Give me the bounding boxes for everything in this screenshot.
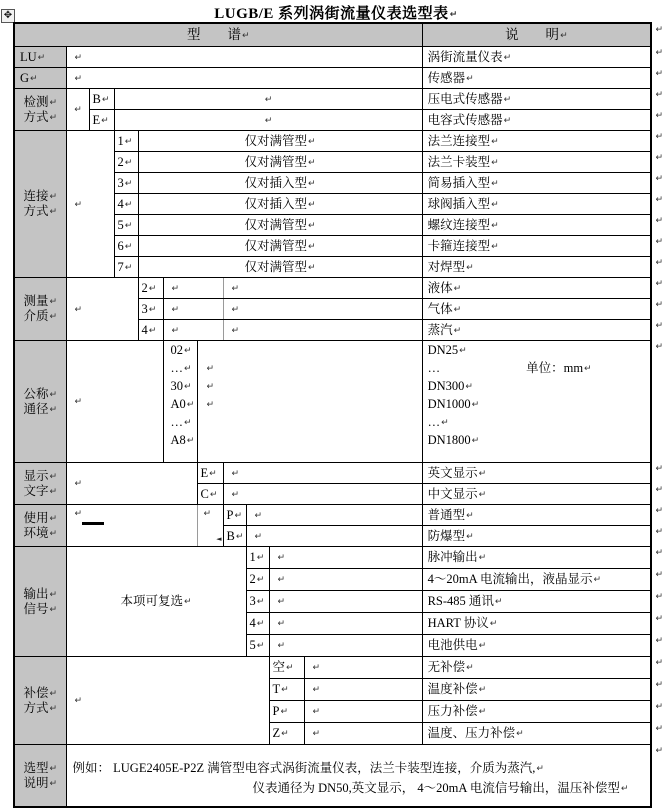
empty-cell [66,89,89,131]
paragraph-mark: ↵ [74,479,83,490]
desc-cell: RS-485 通讯↵ ↵ [422,591,651,613]
empty-cell [66,278,138,341]
row-end-mark: ↵ [655,570,664,580]
paragraph-mark: ↵ [49,389,58,400]
paragraph-mark: ↵ [256,597,265,608]
empty-cell [66,47,422,68]
paragraph-mark: ↵ [312,663,321,674]
row-end-mark: ↵ [655,527,664,537]
desc-cell: 法兰卡装型↵ ↵ [422,152,651,173]
row-end-mark: ↵ [655,614,664,624]
desc-cell: 电容式传感器↵ ↵ [422,110,651,131]
paragraph-mark: ↵ [312,707,321,718]
paragraph-mark: ↵ [124,241,133,252]
paragraph-mark: ↵ [516,729,524,740]
paragraph-mark: ↵ [101,94,110,105]
row-end-mark: ↵ [655,195,664,205]
table-row [14,89,651,110]
code-cell: E↵ [197,463,223,484]
empty-cell [269,635,422,657]
paragraph-mark: ↵ [264,94,273,105]
paragraph-mark: ↵ [74,304,83,315]
row-end-mark: ↵ [655,658,664,668]
paragraph-mark: ↵ [491,157,499,168]
dash-mark [82,522,104,525]
code-cell: C↵ [197,484,223,505]
paragraph-mark: ↵ [254,531,263,542]
paragraph-mark: ↵ [280,707,288,718]
empty-cell [163,299,223,320]
desc-cell: 压力补偿↵ ↵ [422,701,651,723]
empty-cell [66,505,197,547]
paragraph-mark: ↵ [503,94,512,105]
row-end-mark: ↵ [655,702,664,712]
row-label-connection-mode: 连接↵ 方式↵ [14,131,66,278]
paragraph-mark: ↵ [281,729,289,740]
paragraph-mark: ↵ [471,400,480,410]
paragraph-mark: ↵ [308,199,316,210]
paragraph-mark: ↵ [256,619,265,630]
multi-select-note: 本项可复选↵ [66,547,246,657]
desc-cell: 压电式传感器↵ ↵ [422,89,651,110]
desc-cell: 法兰连接型↵ ↵ [422,131,651,152]
empty-cell [246,526,422,547]
diameter-code-cell: 02↵ …↵ 30↵ A0↵ …↵ A8↵ [163,341,197,463]
paragraph-mark: ↵ [478,707,487,718]
empty-cell [223,484,422,505]
row-end-mark: ↵ [655,153,664,163]
desc-cell: 防爆型↵ ↵ [422,526,651,547]
header-model-spectrum: 型 谱↵ [14,23,422,47]
paragraph-mark: ↵ [536,763,544,774]
paragraph-mark: ↵ [74,696,83,707]
row-end-mark: ↵ [655,464,664,474]
paragraph-mark: ↵ [234,510,242,521]
paragraph-mark: ↵ [206,382,215,392]
row-label-output-signal: 输出↵ 信号↵ [14,547,66,657]
paragraph-mark: ↵ [308,178,316,189]
table-row [14,23,651,47]
table-move-handle-icon[interactable]: ✥ [1,9,15,23]
empty-cell [269,569,422,591]
note-cell: 仅对满管型↵ [138,215,422,236]
code-cell: P↵ [223,505,246,526]
row-end-mark: ↵ [655,237,664,247]
table-row [14,547,651,569]
desc-cell: 对焊型↵ ↵ [422,257,651,278]
code-cell: 7↵ [114,257,138,278]
desc-cell: 球阀插入型↵ ↵ [422,194,651,215]
paragraph-mark: ↵ [74,509,83,519]
note-cell: 仅对满管型↵ [138,152,422,173]
paragraph-mark: ↵ [231,304,240,315]
paragraph-mark: ↵ [49,471,58,482]
desc-cell: 涡街流量仪表↵ ↵ [422,47,651,68]
paragraph-mark: ↵ [124,199,133,210]
note-cell: 仅对满管型↵ [138,236,422,257]
note-cell: 仅对满管型↵ [138,131,422,152]
empty-cell [114,89,422,110]
desc-cell: 脉冲输出↵ ↵ [422,547,651,569]
row-end-mark: ↵ [655,636,664,646]
paragraph-mark: ↵ [148,325,157,336]
row-end-mark: ↵ [655,485,664,495]
paragraph-mark: ↵ [49,778,58,789]
code-cell: 3↵ [114,173,138,194]
paragraph-mark: ↵ [466,663,474,674]
paragraph-mark: ↵ [171,283,180,294]
paragraph-mark: ↵ [254,510,263,521]
empty-cell [304,723,422,745]
paragraph-mark: ↵ [277,597,286,608]
empty-cell [197,341,422,463]
paragraph-mark: ↵ [441,418,449,428]
row-end-mark: ↵ [655,680,664,690]
row-end-mark: ↵ [655,506,664,516]
paragraph-mark: ↵ [184,346,192,356]
desc-cell: 蒸汽↵ ↵ [422,320,651,341]
paragraph-mark: ↵ [286,663,294,674]
selection-table [13,22,664,808]
code-cell: P↵ [269,701,304,723]
paragraph-mark: ↵ [148,283,157,294]
paragraph-mark: ↵ [49,404,58,415]
paragraph-mark: ↵ [74,397,83,408]
paragraph-mark: ↵ [37,52,46,63]
empty-cell [223,320,422,341]
paragraph-mark: ↵ [478,489,487,500]
row-end-mark: ↵ [655,279,664,289]
selection-example-cell: 例如： LUGE2405E-P2Z 满管型电容式涡街流量仪表，法兰卡装型连接，介质为蒸汽,↵ 仪表通径为 DN50,英文显示， 4～20mA 电流信号输出，温压补偿型↵ ↵ [66,745,651,808]
paragraph-mark: ↵ [478,553,487,564]
paragraph-mark: ↵ [466,73,474,84]
code-cell: 5↵ [114,215,138,236]
table-row [14,505,651,526]
paragraph-mark: ↵ [49,513,58,524]
empty-cell [197,505,223,547]
paragraph-mark: ↵ [503,115,512,126]
paragraph-mark: ↵ [620,783,629,794]
paragraph-mark: ↵ [308,220,316,231]
paragraph-mark: ↵ [49,112,58,123]
desc-cell: HART 协议↵ ↵ [422,613,651,635]
desc-cell: 液体↵ ↵ [422,278,651,299]
paragraph-mark: ↵ [49,604,58,615]
note-cell: 仅对满管型↵ [138,257,422,278]
desc-cell: 中文显示↵ ↵ [422,484,651,505]
paragraph-mark: ↵ [466,531,474,542]
paragraph-mark: ↵ [453,304,462,315]
paragraph-mark: ↵ [560,31,568,42]
paragraph-mark: ↵ [124,262,133,273]
empty-cell [223,463,422,484]
row-label-detect-mode: 检测↵ 方式↵ [14,89,66,131]
desc-cell: 传感器↵ ↵ [422,68,651,89]
empty-cell [66,68,422,89]
diameter-desc-cell: DN25↵ … 单位：mm↵ DN300↵ DN1000↵ …↵ DN1800↵ ↵ [422,341,651,463]
desc-cell: 螺纹连接型↵ ↵ [422,215,651,236]
code-cell: 2↵ [138,278,163,299]
page-title: LUGB/E 系列涡街流量仪表选型表↵ [214,6,458,22]
paragraph-mark: ↵ [74,52,83,63]
paragraph-mark: ↵ [183,597,192,608]
unit-note: 单位：mm [526,361,584,375]
paragraph-mark: ↵ [312,729,321,740]
empty-cell [66,657,269,745]
code-cell: B↵ [89,89,114,110]
empty-cell [114,110,422,131]
paragraph-mark: ↵ [491,241,499,252]
paragraph-mark: ↵ [206,364,215,374]
row-label-selection-note: 选型↵ 说明↵ [14,745,66,808]
code-cell: 3↵ [246,591,269,613]
paragraph-mark: ↵ [256,641,265,652]
paragraph-mark: ↵ [184,418,192,428]
paragraph-mark: ↵ [449,10,458,20]
desc-cell: 温度、压力补偿↵ ↵ [422,723,651,745]
paragraph-mark: ↵ [209,489,218,500]
paragraph-mark: ↵ [489,619,498,630]
table-row [14,110,651,131]
code-cell: T↵ [269,679,304,701]
row-end-mark: ↵ [655,25,664,35]
paragraph-mark: ↵ [49,703,58,714]
row-end-mark: ↵ [655,48,664,58]
paragraph-mark: ↵ [453,325,462,336]
code-cell: B↵ [223,526,246,547]
empty-cell [269,547,422,569]
row-end-mark: ↵ [655,111,664,121]
paragraph-mark: ↵ [203,509,212,519]
desc-cell: 气体↵ ↵ [422,299,651,320]
row-label-compensation: 补偿↵ 方式↵ [14,657,66,745]
paragraph-mark: ↵ [171,304,180,315]
paragraph-mark: ↵ [277,619,286,630]
code-cell: 空↵ [269,657,304,679]
paragraph-mark: ↵ [453,283,462,294]
code-cell: 5↵ [246,635,269,657]
paragraph-mark: ↵ [491,178,499,189]
paragraph-mark: ↵ [124,220,133,231]
paragraph-mark: ↵ [49,763,58,774]
paragraph-mark: ↵ [206,400,215,410]
paragraph-mark: ↵ [264,115,273,126]
desc-cell: 电池供电↵ ↵ [422,635,651,657]
paragraph-mark: ↵ [231,325,240,336]
row-end-mark: ↵ [655,132,664,142]
code-cell: E↵ [89,110,114,131]
row-label-medium: 测量↵ 介质↵ [14,278,66,341]
paragraph-mark: ↵ [308,136,316,147]
row-end-mark: ↵ [655,746,664,756]
paragraph-mark: ↵ [49,528,58,539]
paragraph-mark: ↵ [256,575,265,586]
paragraph-mark: ↵ [308,157,316,168]
paragraph-mark: ↵ [184,364,192,374]
paragraph-mark: ↵ [148,304,157,315]
paragraph-mark: ↵ [256,553,265,564]
code-cell: 4↵ [138,320,163,341]
empty-cell [66,341,163,463]
table-row [14,47,651,68]
row-label-g: G↵ [14,68,66,89]
row-label-lu: LU↵ [14,47,66,68]
paragraph-mark: ↵ [478,685,487,696]
paragraph-mark: ↵ [171,325,180,336]
row-end-mark: ↵ [655,321,664,331]
row-end-mark: ↵ [655,592,664,602]
paragraph-mark: ↵ [184,382,192,392]
desc-cell: 温度补偿↵ ↵ [422,679,651,701]
row-end-mark: ↵ [655,548,664,558]
paragraph-mark: ↵ [49,688,58,699]
paragraph-mark: ↵ [471,436,480,446]
paragraph-mark: ↵ [491,220,499,231]
desc-cell: 4～20mA 电流输出，液晶显示↵ ↵ [422,569,651,591]
paragraph-mark: ↵ [74,105,82,116]
code-cell: 1↵ [114,131,138,152]
empty-cell [269,591,422,613]
empty-cell [304,679,422,701]
code-cell: 4↵ [246,613,269,635]
paragraph-mark: ↵ [30,73,38,84]
empty-cell [66,131,114,278]
empty-cell [163,320,223,341]
paragraph-mark: ↵ [308,262,316,273]
paragraph-mark: ↵ [584,364,592,374]
paragraph-mark: ↵ [478,468,487,479]
desc-cell: 无补偿↵ ↵ [422,657,651,679]
row-end-mark: ↵ [655,258,664,268]
code-cell: 4↵ [114,194,138,215]
paragraph-mark: ↵ [277,553,286,564]
row-end-mark: ↵ [655,69,664,79]
row-end-mark: ↵ [655,300,664,310]
table-row [14,657,651,679]
paragraph-mark: ↵ [49,589,58,600]
paragraph-mark: ↵ [186,400,195,410]
paragraph-mark: ↵ [74,199,83,210]
note-cell: 仅对插入型↵ [138,194,422,215]
empty-cell [66,463,197,505]
empty-cell [163,278,223,299]
paragraph-mark: ↵ [74,73,83,84]
paragraph-mark: ↵ [242,31,250,42]
empty-cell [246,505,422,526]
code-cell: 6↵ [114,236,138,257]
paragraph-mark: ↵ [459,346,467,356]
row-end-mark: ↵ [655,724,664,734]
paragraph-mark: ↵ [101,115,109,126]
paragraph-mark: ↵ [231,468,240,479]
row-end-mark: ↵ [655,342,664,352]
paragraph-mark: ↵ [494,597,503,608]
desc-cell: 卡箍连接型↵ ↵ [422,236,651,257]
desc-cell: 英文显示↵ ↵ [422,463,651,484]
paragraph-mark: ↵ [491,136,499,147]
table-row [14,341,651,463]
empty-cell [269,613,422,635]
paragraph-mark: ↵ [49,192,58,202]
paragraph-mark: ↵ [49,97,58,108]
empty-cell [223,299,422,320]
paragraph-mark: ↵ [277,575,286,586]
empty-cell [304,657,422,679]
paragraph-mark: ↵ [281,685,289,696]
paragraph-mark: ↵ [491,199,499,210]
paragraph-mark: ↵ [466,262,474,273]
table-row [14,278,651,299]
note-cell: 仅对插入型↵ [138,173,422,194]
row-end-mark: ↵ [655,216,664,226]
paragraph-mark: ↵ [49,312,58,322]
empty-cell [304,701,422,723]
paragraph-mark: ↵ [186,436,195,446]
table-row [14,463,651,484]
desc-cell: 普通型↵ ↵ [422,505,651,526]
paragraph-mark: ↵ [478,641,487,652]
code-cell: Z↵ [269,723,304,745]
code-cell: 2↵ [114,152,138,173]
paragraph-mark: ↵ [124,136,133,147]
paragraph-mark: ↵ [235,531,244,542]
paragraph-mark: ↵ [465,382,473,392]
row-label-environment: 使用↵ 环境↵ [14,505,66,547]
table-row [14,131,651,152]
paragraph-mark: ↵ [231,283,240,294]
paragraph-mark: ↵ [124,178,133,189]
code-cell: 2↵ [246,569,269,591]
row-label-diameter: 公称↵ 通径↵ [14,341,66,463]
paragraph-mark: ↵ [209,468,217,479]
paragraph-mark: ↵ [277,641,286,652]
paragraph-mark: ↵ [312,685,321,696]
paragraph-mark: ↵ [124,157,133,168]
paragraph-mark: ↵ [503,52,512,63]
code-cell: 1↵ [246,547,269,569]
left-triangle-mark: ◄ [216,535,222,543]
paragraph-mark: ↵ [466,510,474,521]
table-row [14,68,651,89]
empty-cell [223,278,422,299]
paragraph-mark: ↵ [49,486,58,497]
paragraph-mark: ↵ [593,575,602,586]
table-row [14,745,651,808]
paragraph-mark: ↵ [49,297,58,307]
row-end-mark: ↵ [655,174,664,184]
paragraph-mark: ↵ [49,207,58,217]
code-cell: 3↵ [138,299,163,320]
paragraph-mark: ↵ [308,241,316,252]
header-description: 说 明↵ ↵ [422,23,651,47]
row-label-display-text: 显示↵ 文字↵ [14,463,66,505]
row-end-mark: ↵ [655,90,664,100]
desc-cell: 简易插入型↵ ↵ [422,173,651,194]
paragraph-mark: ↵ [231,489,240,500]
